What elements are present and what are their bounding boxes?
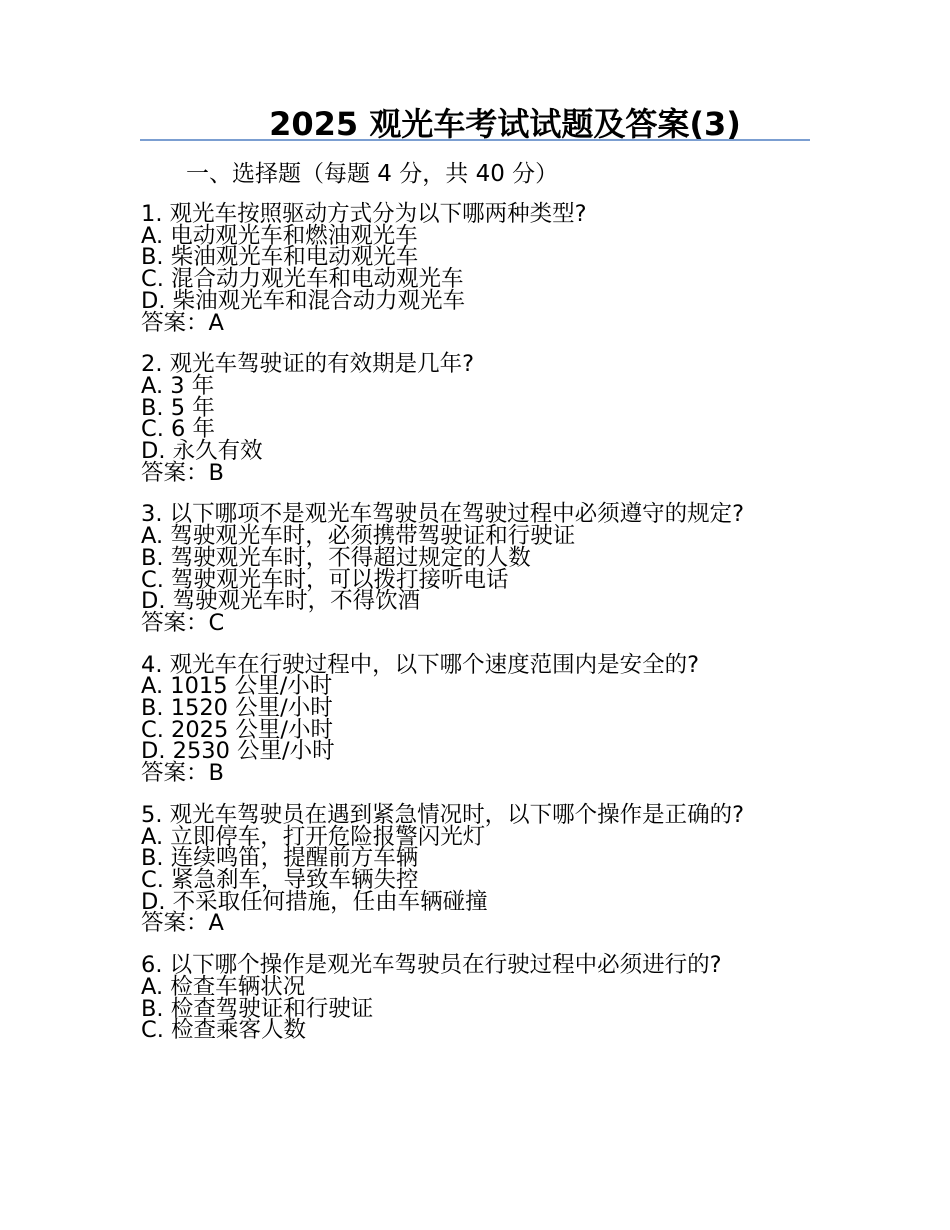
option-d: D. 2530 公里/小时: [141, 738, 335, 765]
question-2: [141, 351, 791, 486]
section-heading: 一、选择题（每题 4 分，共 40 分）: [186, 161, 559, 187]
option-a: A. 检查车辆状况: [141, 973, 306, 1000]
option-b: B. 1520 公里/小时: [141, 695, 333, 722]
option-c: C. 6 年: [141, 416, 215, 443]
option-d: D. 驾驶观光车时，不得饮酒: [141, 588, 421, 615]
option-d: D. 柴油观光车和混合动力观光车: [141, 287, 466, 314]
option-a: A. 1015 公里/小时: [141, 673, 333, 700]
answer-text: 答案：A: [141, 910, 224, 937]
option-d: D. 不采取任何措施，任由车辆碰撞: [141, 888, 488, 915]
option-a: A. 驾驶观光车时，必须携带驾驶证和行驶证: [141, 523, 576, 550]
option-a: A. 电动观光车和燃油观光车: [141, 222, 418, 249]
option-b: B. 5 年: [141, 394, 215, 421]
question-stem: 4. 观光车在行驶过程中，以下哪个速度范围内是安全的?: [141, 651, 700, 678]
answer-text: 答案：C: [141, 609, 225, 636]
option-b: B. 柴油观光车和电动观光车: [141, 244, 419, 271]
option-c: C. 检查乘客人数: [141, 1017, 307, 1044]
question-stem: 1. 观光车按照驱动方式分为以下哪两种类型?: [141, 201, 587, 227]
question-stem: 6. 以下哪个操作是观光车驾驶员在行驶过程中必须进行的?: [141, 952, 722, 979]
option-c: C. 混合动力观光车和电动观光车: [141, 266, 464, 293]
answer-text: 答案：B: [141, 760, 224, 787]
option-c: C. 2025 公里/小时: [141, 716, 334, 743]
question-5: [141, 801, 791, 937]
option-c: C. 驾驶观光车时，可以拨打接听电话: [141, 566, 509, 593]
question-1: [141, 201, 791, 336]
option-d: D. 永久有效: [141, 438, 263, 465]
question-3: [141, 501, 791, 636]
question-stem: 3. 以下哪项不是观光车驾驶员在驾驶过程中必须遵守的规定?: [141, 501, 745, 528]
title-underline: [140, 139, 810, 141]
answer-text: 答案：B: [141, 459, 224, 486]
answer-text: 答案：A: [141, 309, 224, 336]
option-a: A. 立即停车，打开危险报警闪光灯: [141, 823, 486, 850]
option-c: C. 紧急刹车，导致车辆失控: [141, 866, 419, 893]
question-stem: 5. 观光车驾驶员在遇到紧急情况时，以下哪个操作是正确的?: [141, 801, 745, 828]
option-b: B. 驾驶观光车时，不得超过规定的人数: [141, 544, 531, 571]
option-b: B. 检查驾驶证和行驶证: [141, 995, 374, 1022]
document-title: 2025 观光车考试试题及答案(3): [269, 105, 741, 143]
option-a: A. 3 年: [141, 372, 215, 399]
question-6: [141, 952, 791, 1044]
question-stem: 2. 观光车驾驶证的有效期是几年?: [141, 351, 475, 378]
question-list: [141, 201, 791, 1062]
question-4: [141, 651, 791, 787]
option-b: B. 连续鸣笛，提醒前方车辆: [141, 845, 419, 872]
